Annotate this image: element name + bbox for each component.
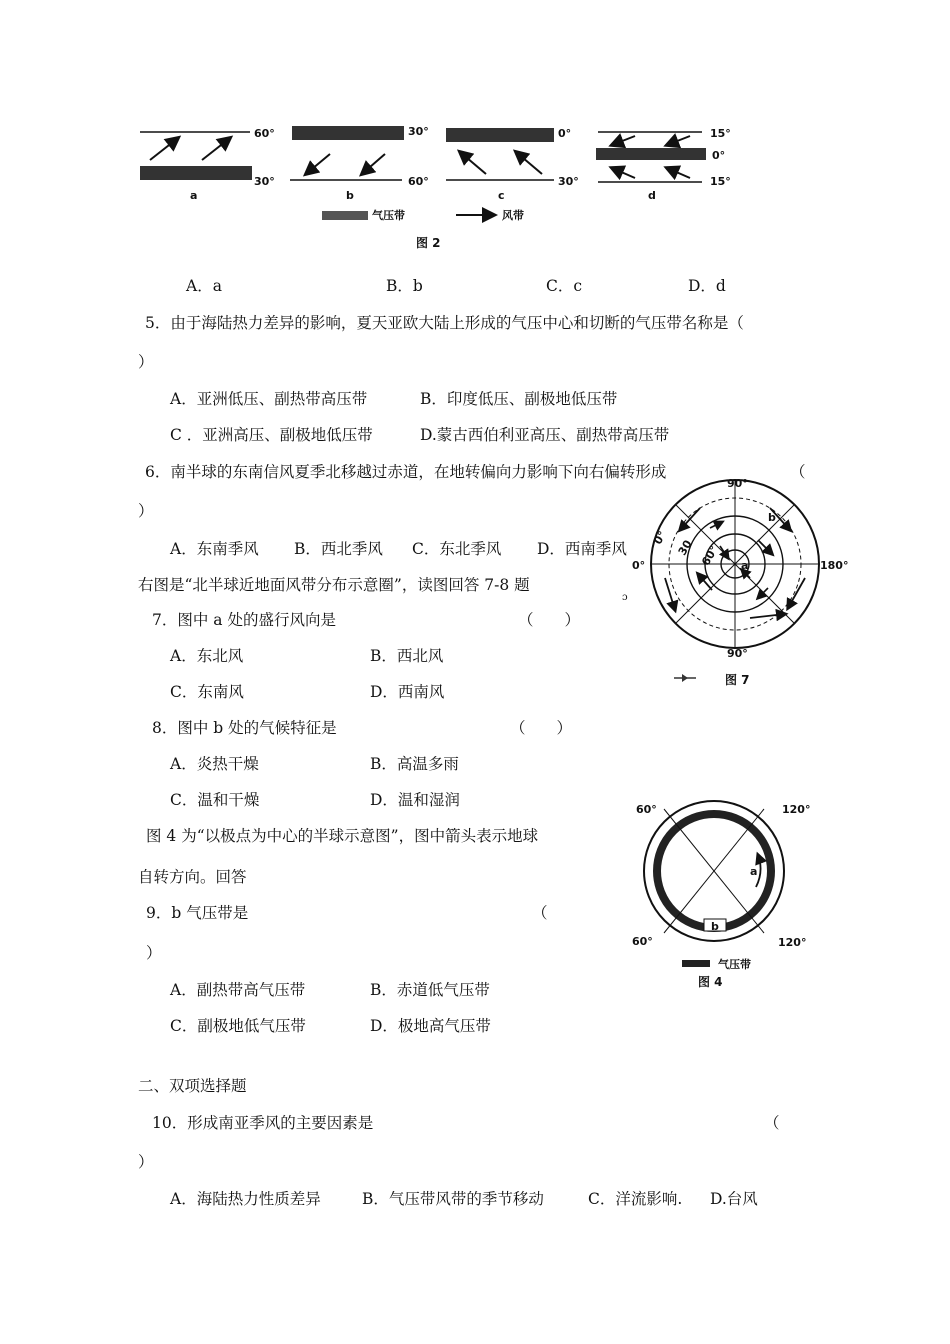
q6-option-a[interactable]: A．东南季风 [170,540,259,558]
intro-9-line-2: 自转方向。回答 [138,868,247,886]
fig4-tl-label: 60° [636,803,657,816]
q9-option-d[interactable]: D．极地高气压带 [370,1017,491,1035]
panel-c-bottom-label: 30° [558,175,579,188]
wind-arrow [788,578,805,608]
q7-option-c[interactable]: C．东南风 [170,683,244,701]
panel-c-letter: c [498,189,505,202]
q10-open-paren: （ [764,1114,780,1132]
q8-option-c[interactable]: C．温和干燥 [170,791,260,809]
legend-pressure-label: 气压带 [372,209,405,222]
intro-7-8: 右图是“北半球近地面风带分布示意圈”，读图回答 7-8 题 [138,576,530,594]
panel-b-bottom-label: 60° [408,175,429,188]
q5-option-d[interactable]: D.蒙古西伯利亚高压、副热带高压带 [420,426,670,444]
panel-d-wind-arrow [612,168,635,178]
q10-option-a[interactable]: A．海陆热力性质差异 [170,1190,321,1208]
wind-arrow [750,614,785,618]
q10-option-b[interactable]: B．气压带风带的季节移动 [362,1190,544,1208]
figure-2-caption: 图 2 [416,236,441,250]
fig4-legend-swatch [682,960,712,968]
q4-option-c[interactable]: C．c [546,277,583,295]
intro-9-line-1: 图 4 为“以极点为中心的半球示意图”，图中箭头表示地球 [146,827,539,845]
q7-option-a[interactable]: A．东北风 [170,647,244,665]
fig7-right-label: 180° [820,559,849,572]
panel-a-letter: a [190,189,198,202]
q9-stem: 9．b 气压带是 [146,904,249,922]
q7-stem: 7．图中 a 处的盛行风向是 [152,611,336,629]
panel-d-wind-arrow [667,136,690,145]
q8-stem: 8．图中 b 处的气候特征是 [152,719,337,737]
fig7-point-b: b [768,511,776,524]
q8-option-b[interactable]: B．高温多雨 [370,755,459,773]
q6-close-paren: ） [138,502,154,520]
wind-arrow [698,574,712,590]
q9-option-b[interactable]: B．赤道低气压带 [370,981,490,999]
q4-option-a[interactable]: A．a [186,277,222,295]
legend-wind-label: 风带 [502,209,524,222]
q7-option-b[interactable]: B．西北风 [370,647,444,665]
panel-d-bottom-label: 15° [710,175,731,188]
fig7-ring-label-60: 60° [699,543,721,569]
q9-option-a[interactable]: A．副热带高气压带 [170,981,306,999]
panel-c-top-label: 0° [558,127,572,140]
q5-close-paren: ） [138,353,154,371]
panel-a-pressure-belt [140,166,252,180]
fig4-caption: 图 4 [698,975,723,989]
q10-option-c[interactable]: C．洋流影响. [588,1190,683,1208]
q6-option-d[interactable]: D．西南季风 [537,540,627,558]
q6-open-paren: （ [790,463,806,481]
panel-b-wind-arrow [306,154,330,174]
fig7-caption: 图 7 [725,673,750,687]
panel-a-top-label: 60° [254,127,275,140]
q10-option-d[interactable]: D.台风 [710,1190,758,1208]
fig4-tr-label: 120° [782,803,811,816]
q8-paren: （ ） [510,719,573,737]
q9-option-c[interactable]: C．副极地低气压带 [170,1017,306,1035]
fig7-caption-mark [672,672,702,684]
panel-d-wind-arrow [667,168,690,178]
panel-a-wind-arrow [202,138,230,160]
q5-option-c[interactable]: C ．亚洲高压、副极地低压带 [170,426,373,444]
fig7-left-label: 0° [632,559,646,572]
q8-option-d[interactable]: D．温和湿润 [370,791,460,809]
panel-d-top-label: 15° [710,127,731,140]
q8-option-a[interactable]: A．炎热干燥 [170,755,259,773]
legend-pressure-swatch [322,211,368,220]
q10-close-paren: ） [138,1153,154,1171]
fig4-bl-label: 60° [632,935,653,948]
fig4-br-label: 120° [778,936,807,949]
panel-c-wind-arrow [516,152,542,174]
q9-close-paren: ） [146,944,162,962]
wind-arrow [710,522,722,528]
q9-open-paren: （ [532,904,548,922]
fig4-point-a: a [750,865,758,878]
fig7-ring-label-0: 0° [651,528,670,547]
q5-option-b[interactable]: B．印度低压、副极地低压带 [420,390,618,408]
q6-stem: 6．南半球的东南信风夏季北移越过赤道，在地转偏向力影响下向右偏转形成 [145,463,667,481]
q4-option-d[interactable]: D．d [688,277,726,295]
panel-a-bottom-label: 30° [254,175,275,188]
panel-d-wind-arrow [612,136,635,145]
fig7-point-a: a [741,559,749,572]
fig4-point-b: b [711,920,719,933]
fig7-stray-mark: ɔ [622,592,628,603]
q4-option-b[interactable]: B．b [386,277,423,295]
q6-option-c[interactable]: C．东北季风 [412,540,502,558]
panel-a-wind-arrow [150,138,178,160]
panel-b-letter: b [346,189,354,202]
q6-option-b[interactable]: B．西北季风 [294,540,383,558]
wind-arrow [758,588,768,598]
panel-c-wind-arrow [460,152,486,174]
q7-paren: （ ） [518,611,581,629]
fig7-ring-label-30: 30 [675,537,695,558]
q5-stem: 5．由于海陆热力差异的影响，夏天亚欧大陆上形成的气压中心和切断的气压带名称是（ [145,314,744,332]
panel-d-letter: d [648,189,656,202]
panel-d-mid-label: 0° [712,149,726,162]
panel-d-pressure-belt [596,148,706,160]
fig7-top-label: 90° [727,477,748,490]
figure-7 [640,478,840,668]
panel-c-pressure-belt [446,128,554,142]
q10-stem: 10．形成南亚季风的主要因素是 [152,1114,374,1132]
q7-option-d[interactable]: D．西南风 [370,683,445,701]
panel-b-wind-arrow [362,154,385,174]
panel-b-pressure-belt [292,126,404,140]
panel-b-top-label: 30° [408,125,429,138]
fig7-bottom-label: 90° [727,647,748,660]
section-2-heading: 二、双项选择题 [138,1077,247,1095]
q5-option-a[interactable]: A．亚洲低压、副热带高压带 [170,390,368,408]
fig4-legend-label: 气压带 [718,958,751,971]
wind-arrow [665,578,675,610]
